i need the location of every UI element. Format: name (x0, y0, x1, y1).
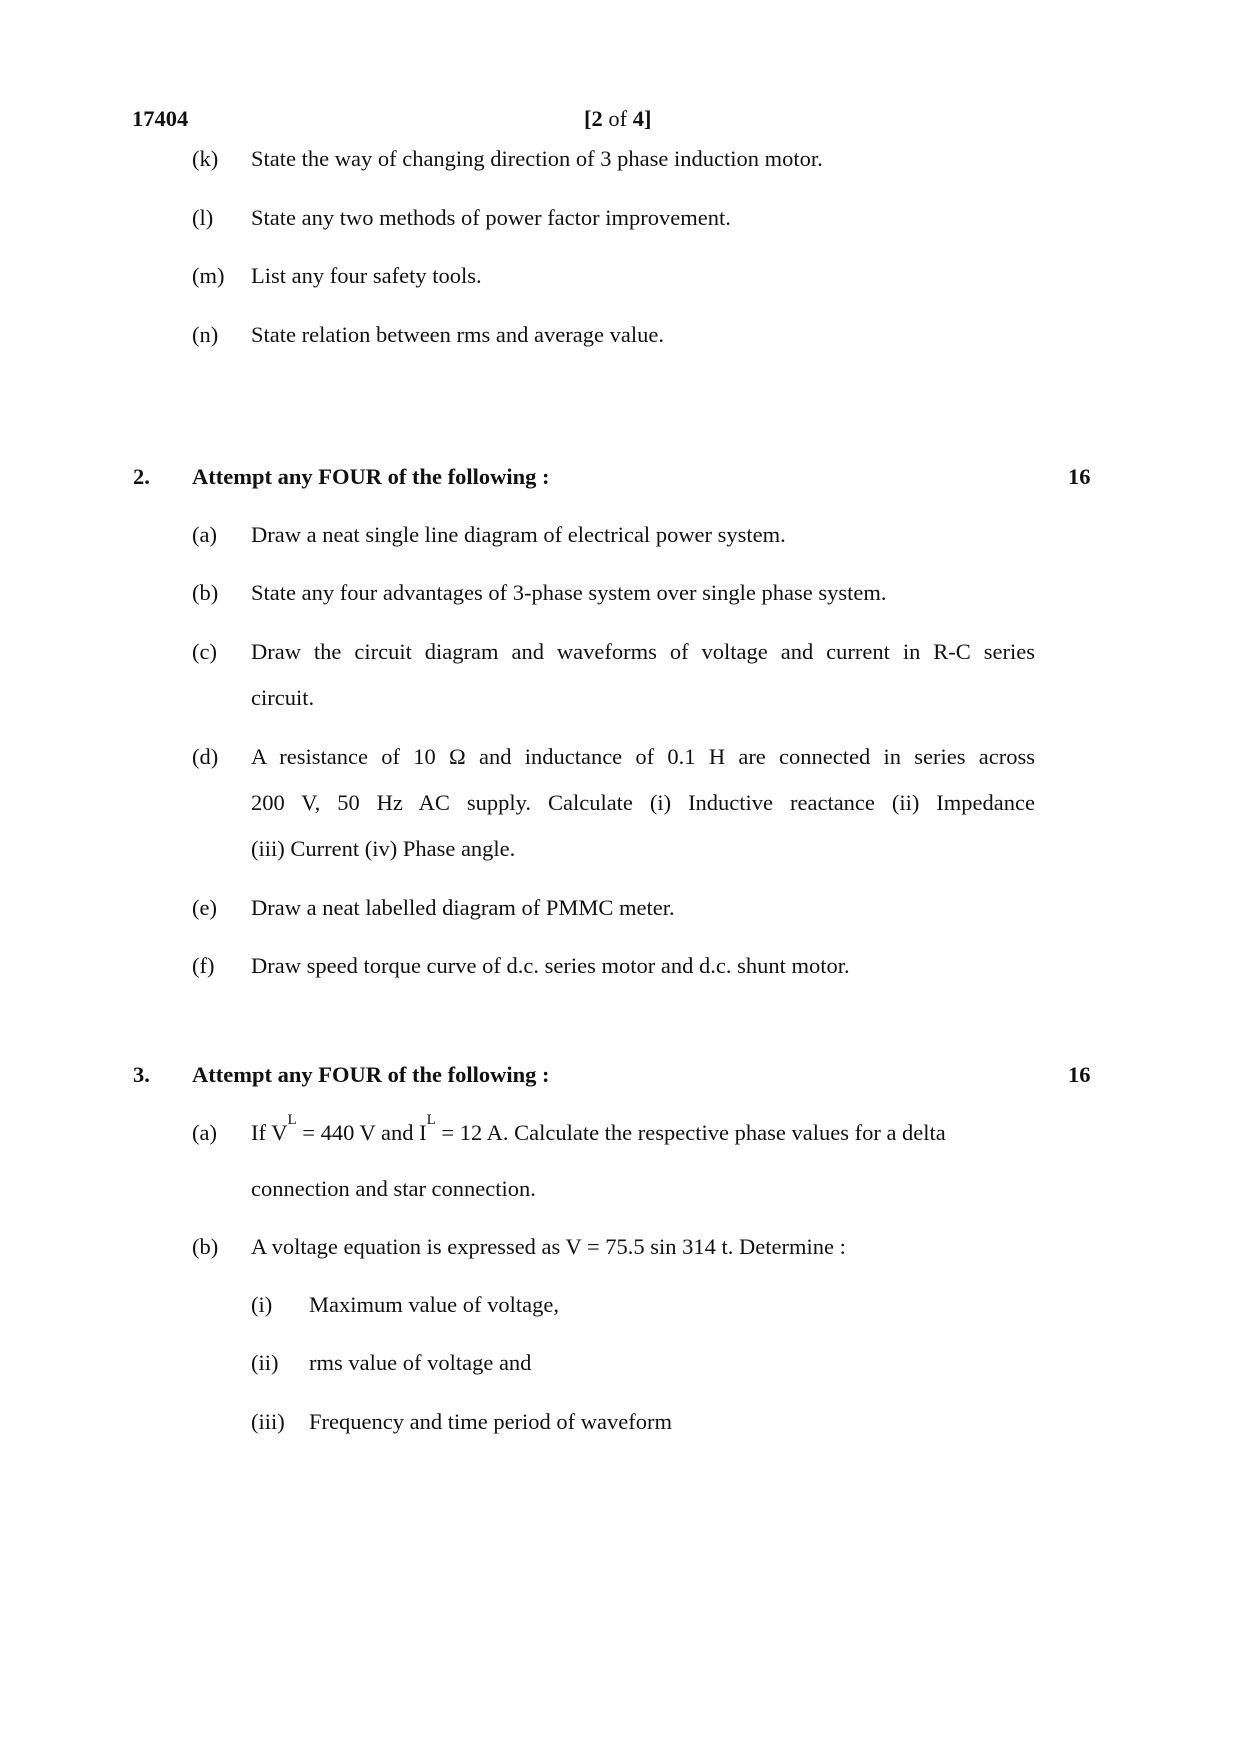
q2-item-f-label: (f) (192, 953, 215, 978)
page-of: of (602, 106, 633, 131)
q1-item-k-label: (k) (192, 146, 219, 171)
q2-item-f-text: Draw speed torque curve of d.c. series motor and d.c. shunt motor. (251, 953, 850, 978)
q2-marks: 16 (1068, 464, 1091, 489)
paper-code: 17404 (132, 106, 189, 131)
q3-item-a-subscript-il: L (426, 1112, 436, 1128)
q2-item-c-line1: Draw the circuit diagram and waveforms of voltage and current in R-C series (251, 639, 1035, 664)
q3-item-a-line2: connection and star connection. (251, 1176, 536, 1201)
q1-item-n-text: State relation between rms and average value. (251, 322, 664, 347)
q3-heading: Attempt any FOUR of the following : (192, 1062, 550, 1087)
q3-item-b-subitem-i-label: (i) (251, 1292, 273, 1317)
q3-item-b-subitem-ii-label: (ii) (251, 1350, 279, 1375)
q3-number: 3. (133, 1062, 150, 1087)
q3-item-b-label: (b) (192, 1234, 219, 1259)
q2-item-d-line3: (iii) Current (iv) Phase angle. (251, 836, 516, 861)
q3-item-a-subscript-vl: L (287, 1112, 297, 1128)
page-total: 4 (632, 106, 644, 131)
q2-item-c-line2: circuit. (251, 685, 315, 710)
q2-item-d-line2: 200 V, 50 Hz AC supply. Calculate (i) Inductive reactance (ii) Impedance (251, 790, 1035, 815)
page-indicator (584, 106, 652, 132)
q1-item-m-text: List any four safety tools. (251, 263, 482, 288)
q3-item-a-text-part1: If V (251, 1120, 288, 1145)
q2-item-b-text: State any four advantages of 3-phase system over single phase system. (251, 580, 887, 605)
q1-item-l-label: (l) (192, 205, 214, 230)
q3-item-b-text: A voltage equation is expressed as V = 75.5 sin 314 t. Determine : (251, 1234, 846, 1259)
q2-item-a-label: (a) (192, 522, 217, 547)
q1-item-n-label: (n) (192, 322, 219, 347)
q2-item-e-text: Draw a neat labelled diagram of PMMC meter. (251, 895, 675, 920)
q2-item-e-label: (e) (192, 895, 217, 920)
q3-item-a-label: (a) (192, 1120, 217, 1145)
q3-item-b-subitem-iii-label: (iii) (251, 1409, 285, 1434)
q3-marks: 16 (1068, 1062, 1091, 1087)
q2-heading: Attempt any FOUR of the following : (192, 464, 550, 489)
q3-item-b-subitem-iii-text: Frequency and time period of waveform (309, 1409, 672, 1434)
q2-item-d-line1: A resistance of 10 Ω and inductance of 0.1 H are connected in series across (251, 744, 1035, 769)
q2-item-c-label: (c) (192, 639, 217, 664)
page-bracket-open: [ (584, 106, 592, 131)
q1-item-m-label: (m) (192, 263, 225, 288)
q2-item-a-text: Draw a neat single line diagram of electrical power system. (251, 522, 786, 547)
q1-item-l-text: State any two methods of power factor improvement. (251, 205, 731, 230)
q3-item-a-line1 (251, 1112, 1035, 1146)
page-current: 2 (591, 106, 603, 131)
q2-item-d-label: (d) (192, 744, 219, 769)
q1-item-k-text: State the way of changing direction of 3 phase induction motor. (251, 146, 823, 171)
q2-number: 2. (133, 464, 150, 489)
page-bracket-close: ] (644, 106, 652, 131)
q3-item-a-text-part3: = 12 A. Calculate the respective phase values for a delta (435, 1120, 946, 1145)
q3-item-b-subitem-ii-text: rms value of voltage and (309, 1350, 532, 1375)
q2-item-b-label: (b) (192, 580, 219, 605)
q3-item-a-text-part2: = 440 V and I (296, 1120, 427, 1145)
q3-item-b-subitem-i-text: Maximum value of voltage, (309, 1292, 559, 1317)
